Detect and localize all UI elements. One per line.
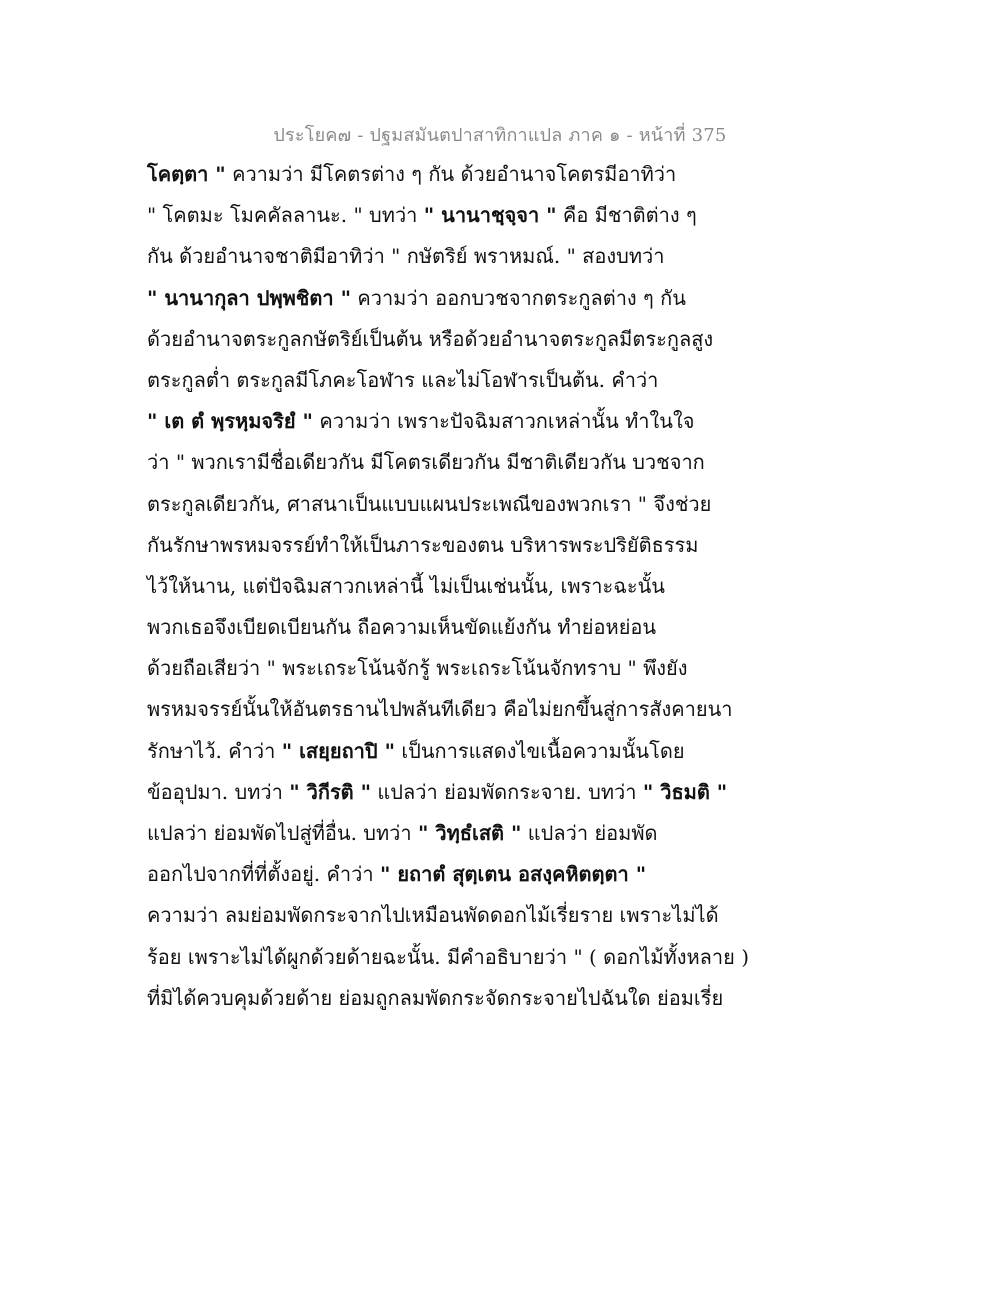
text-segment: ออกไปจากที่ที่ตั้งอยู่. คำว่า bbox=[147, 862, 380, 887]
text-line bbox=[147, 813, 747, 854]
text-line bbox=[147, 978, 747, 1019]
pali-term: " นานากุลา ปพฺพชิตา " bbox=[147, 285, 351, 310]
text-segment: ความว่า เพราะปัจฉิมสาวกเหล่านั้น ทำในใจ bbox=[312, 409, 695, 434]
pali-term: โคตฺตา " bbox=[147, 162, 226, 186]
text-segment: ความว่า ออกบวชจากตระกูลต่าง ๆ กัน bbox=[350, 285, 686, 310]
text-segment: พรหมจรรย์นั้นให้อันตรธานไปพลันทีเดียว คือไม่ยกขึ้นสู่การสังคายนา bbox=[147, 697, 733, 722]
text-line bbox=[147, 854, 747, 895]
text-line bbox=[147, 689, 747, 730]
text-segment: ร้อย เพราะไม่ได้ผูกด้วยด้ายฉะนั้น. มีคำอธิบายว่า " ( ดอกไม้ทั้งหลาย ) bbox=[147, 944, 750, 969]
text-line bbox=[147, 772, 747, 813]
text-line bbox=[147, 937, 750, 978]
text-segment: แปลว่า ย่อมพัดไปสู่ที่อื่น. บทว่า bbox=[147, 821, 418, 845]
text-segment: แปลว่า ย่อมพัดกระจาย. บทว่า bbox=[371, 779, 643, 804]
pali-term: " วิทฺธํเสติ " bbox=[418, 821, 522, 845]
text-line bbox=[147, 154, 747, 195]
pali-term: " วิกีรติ " bbox=[289, 779, 372, 804]
text-line bbox=[147, 484, 747, 525]
body-text bbox=[147, 154, 750, 1019]
text-line bbox=[147, 525, 747, 566]
text-line bbox=[147, 731, 747, 772]
text-segment: เป็นการแสดงไขเนื้อความนั้นโดย bbox=[394, 738, 685, 763]
text-segment: กันรักษาพรหมจรรย์ทำให้เป็นภาระของตน บริหารพระปริยัติธรรม bbox=[147, 532, 699, 557]
text-line bbox=[147, 607, 747, 648]
text-segment: ที่มิได้ควบคุมด้วยด้าย ย่อมถูกลมพัดกระจัดกระจายไปฉันใด ย่อมเรี่ย bbox=[147, 985, 724, 1010]
text-segment: แปลว่า ย่อมพัด bbox=[521, 821, 658, 845]
text-segment: ตระกูลเดียวกัน, ศาสนาเป็นแบบแผนประเพณีของพวกเรา " จึงช่วย bbox=[147, 491, 712, 516]
text-segment: ความว่า มีโคตรต่าง ๆ กัน ด้วยอำนาจโคตรมีอาทิว่า bbox=[225, 162, 677, 186]
text-segment: ไว้ให้นาน, แต่ปัจฉิมสาวกเหล่านี้ ไม่เป็นเช่นนั้น, เพราะฉะนั้น bbox=[147, 573, 665, 598]
text-segment: ตระกูลต่ำ ตระกูลมีโภคะโอฬาร และไม่โอฬารเป็นต้น. คำว่า bbox=[147, 367, 659, 392]
text-line bbox=[147, 895, 747, 936]
text-segment: พวกเธอจึงเบียดเบียนกัน ถือความเห็นขัดแย้งกัน ทำย่อหย่อน bbox=[147, 615, 657, 640]
text-segment: " โคตมะ โมคคัลลานะ. " บทว่า bbox=[147, 203, 424, 228]
pali-term: " เต ตํ พฺรหฺมจริยํ " bbox=[147, 409, 313, 434]
text-line bbox=[147, 236, 747, 277]
text-line bbox=[147, 360, 747, 401]
pali-term: " นานาชฺจฺจา " bbox=[423, 203, 557, 228]
text-line bbox=[147, 566, 747, 607]
text-line bbox=[147, 442, 747, 483]
running-header: ประโยค๗ - ปฐมสมันตปาสาทิกาแปล ภาค ๑ - หน้าที่ 375 bbox=[273, 125, 727, 146]
pali-term: " วิธมติ " bbox=[642, 779, 728, 804]
text-segment: ด้วยอำนาจตระกูลกษัตริย์เป็นต้น หรือด้วยอำนาจตระกูลมีตระกูลสูง bbox=[147, 326, 714, 351]
pali-term: " ยถาตํ สุตฺเตน อสงฺคหิตตฺตา " bbox=[379, 862, 647, 887]
text-line bbox=[147, 319, 747, 360]
pali-term: " เสยฺยถาปิ " bbox=[281, 738, 395, 763]
text-line bbox=[147, 195, 747, 236]
text-segment: ข้ออุปมา. บทว่า bbox=[147, 779, 290, 804]
text-segment: รักษาไว้. คำว่า bbox=[147, 738, 282, 763]
text-segment: ด้วยถือเสียว่า " พระเถระโน้นจักรู้ พระเถระโน้นจักทราบ " พึงยัง bbox=[147, 656, 688, 681]
text-segment: ความว่า ลมย่อมพัดกระจากไปเหมือนพัดดอกไม้เรี่ยราย เพราะไม่ได้ bbox=[147, 903, 719, 928]
text-segment: กัน ด้วยอำนาจชาติมีอาทิว่า " กษัตริย์ พราหมณ์. " สองบทว่า bbox=[147, 244, 665, 269]
text-line bbox=[147, 278, 747, 319]
text-segment: คือ มีชาติต่าง ๆ bbox=[556, 203, 697, 228]
text-segment: ว่า " พวกเรามีชื่อเดียวกัน มีโคตรเดียวกัน มีชาติเดียวกัน บวชจาก bbox=[147, 450, 705, 475]
text-line bbox=[147, 401, 747, 442]
text-line bbox=[147, 648, 747, 689]
